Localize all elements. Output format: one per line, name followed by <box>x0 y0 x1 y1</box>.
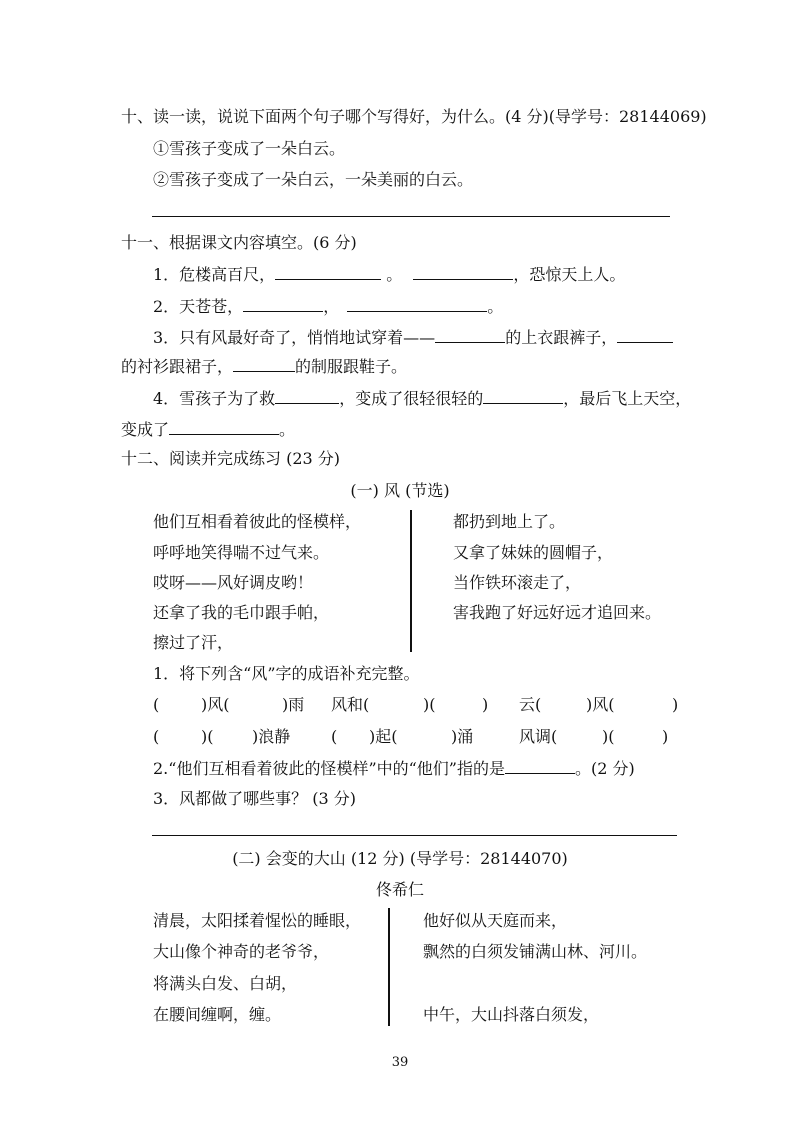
fill-blank[interactable] <box>275 263 381 280</box>
poem-2-left-line: 将满头白发、白胡， <box>153 974 298 993</box>
q11-item-2-text-a: 2．天苍苍， <box>153 297 244 316</box>
q11-item-1-text-c: ，恐惊天上人。 <box>513 265 626 284</box>
idiom-3-start: 云( <box>519 695 542 714</box>
fill-blank[interactable] <box>243 295 323 312</box>
poem-1-right-line: 当作铁环滚走了， <box>453 573 582 592</box>
fill-blank[interactable] <box>233 355 295 372</box>
idiom-4-end: )浪静 <box>252 727 291 746</box>
question-2-points: 。(2 分) <box>575 759 635 778</box>
poem-1-left-line: 还拿了我的毛巾跟手帕， <box>153 603 330 622</box>
idiom-5-end: )涌 <box>451 727 474 746</box>
poem-2-left-line: 清晨，太阳揉着惺忪的睡眼， <box>153 911 362 930</box>
fill-blank[interactable] <box>169 418 279 435</box>
q10-answer-line[interactable] <box>152 216 670 217</box>
passage-1-question-3: 3．风都做了哪些事？ (3 分) <box>153 789 357 808</box>
q11-item-3-line-1 <box>153 326 673 349</box>
poem-1-left-line: 擦过了汗， <box>153 633 234 652</box>
question-2-text: 2.“他们互相看着彼此的怪模样”中的“他们”指的是 <box>153 759 505 778</box>
idiom-1-end: )雨 <box>282 695 305 714</box>
q11-item-4-line-2 <box>121 418 295 441</box>
poem-1-divider <box>410 510 412 652</box>
q11-item-1-text-a: 1．危楼高百尺， <box>153 265 276 284</box>
q11-item-4-text-e: 。 <box>279 420 296 439</box>
poem-2-right-line: 中午，大山抖落白须发， <box>423 1005 600 1024</box>
fill-blank[interactable] <box>435 326 505 343</box>
poem-1-left-line: 他们互相看着彼此的怪模样， <box>153 512 362 531</box>
q11-item-2-text-b: ， <box>323 297 340 316</box>
poem-1-left-line: 呼呼地笑得喘不过气来。 <box>153 543 330 562</box>
q11-item-1-text-b: 。 <box>386 265 403 284</box>
passage-1-heading: (一) 风 (节选) <box>350 481 450 500</box>
poem-1-right-line: 都扔到地上了。 <box>453 512 566 531</box>
q11-item-3-text-c: 的衬衫跟裙子， <box>121 357 234 376</box>
q11-item-1 <box>153 263 625 286</box>
poem-1-right-line: 又拿了妹妹的圆帽子， <box>453 543 614 562</box>
idiom-3-end: ) <box>672 695 679 714</box>
fill-blank[interactable] <box>347 295 487 312</box>
poem-2-left-line: 在腰间缠啊，缠。 <box>153 1005 282 1024</box>
idiom-5-mid: )起( <box>369 727 398 746</box>
idiom-6-end: ) <box>662 727 669 746</box>
fill-blank[interactable] <box>275 387 339 404</box>
idiom-2-mid: )( <box>423 695 436 714</box>
poem-2-divider <box>388 908 390 1026</box>
idiom-1-open: ( <box>153 695 160 714</box>
passage-1-question-1: 1．将下列含“风”字的成语补充完整。 <box>153 664 420 683</box>
poem-1-left-line: 哎呀——风好调皮哟！ <box>153 573 314 592</box>
poem-2-left-line: 大山像个神奇的老爷爷， <box>153 942 330 961</box>
question-3-answer-line[interactable] <box>152 835 677 836</box>
q11-item-3-text-a: 3．只有风最好奇了，悄悄地试穿着—— <box>153 328 436 347</box>
fill-blank[interactable] <box>505 757 575 774</box>
passage-2-author: 佟希仁 <box>375 880 424 899</box>
q11-item-4-text-d: 变成了 <box>121 420 170 439</box>
q11-item-4-text-a: 4．雪孩子为了救 <box>153 389 276 408</box>
q11-item-3-text-d: 的制服跟鞋子。 <box>295 357 408 376</box>
q12-title: 十二、阅读并完成练习 (23 分) <box>121 449 341 468</box>
fill-blank[interactable] <box>617 326 673 343</box>
idiom-4-mid: )( <box>201 727 214 746</box>
poem-2-right-line: 他好似从天庭而来， <box>423 911 568 930</box>
idiom-2-start: 风和( <box>331 695 370 714</box>
q10-title: 十、读一读，说说下面两个句子哪个写得好，为什么。(4 分)(导学号：28144069) <box>121 107 707 126</box>
q10-sentence-1: ①雪孩子变成了一朵白云。 <box>153 139 346 158</box>
q11-item-4-line-1 <box>153 387 691 410</box>
idiom-2-end: ) <box>482 695 489 714</box>
passage-1-question-2 <box>153 757 635 780</box>
idiom-5-start: ( <box>331 727 338 746</box>
idiom-6-start: 风调( <box>519 727 558 746</box>
q11-item-4-text-c: ，最后飞上天空， <box>563 389 692 408</box>
q11-title: 十一、根据课文内容填空。(6 分) <box>121 233 357 252</box>
fill-blank[interactable] <box>483 387 563 404</box>
idiom-1-mid: )风( <box>201 695 230 714</box>
poem-1-right-line: 害我跑了好远好远才追回来。 <box>453 603 662 622</box>
poem-2-right-line: 飘然的白须发铺满山林、河川。 <box>423 942 648 961</box>
fill-blank[interactable] <box>413 263 513 280</box>
q11-item-4-text-b: ，变成了很轻很轻的 <box>339 389 484 408</box>
q10-sentence-2: ②雪孩子变成了一朵白云，一朵美丽的白云。 <box>153 170 474 189</box>
idiom-4-open: ( <box>153 727 160 746</box>
page-number: 39 <box>391 1055 409 1070</box>
q11-item-2 <box>153 295 503 318</box>
q11-item-3-text-b: 的上衣跟裤子， <box>505 328 618 347</box>
q11-item-2-text-c: 。 <box>487 297 504 316</box>
q11-item-3-line-2 <box>121 355 407 378</box>
idiom-6-mid: )( <box>602 727 615 746</box>
passage-2-heading: (二) 会变的大山 (12 分) (导学号：28144070) <box>232 849 568 868</box>
idiom-3-mid: )风( <box>586 695 615 714</box>
